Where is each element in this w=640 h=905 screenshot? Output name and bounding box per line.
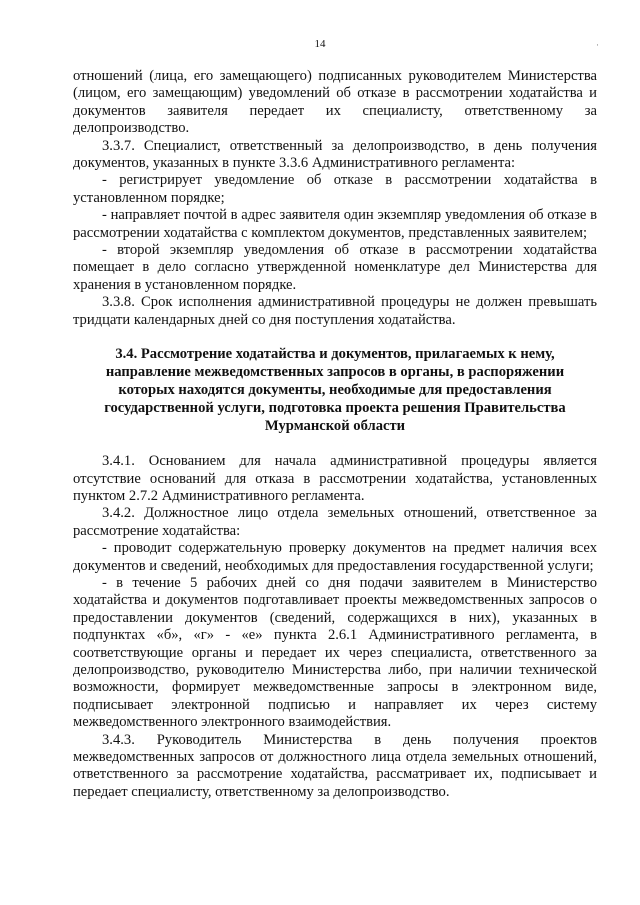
paragraph-3-4-3: 3.4.3. Руководитель Министерства в день получения проектов межведомственных запросов от должностного лица отдела земельных отношений, ответственного за рассмотрение ходатайства, рассматривает их, подписывает и передает специалисту, ответственному за делопроизводство. <box>73 731 597 800</box>
paragraph-3-3-8: 3.3.8. Срок исполнения административной процедуры не должен превышать тридцати календарных дней со дня поступления ходатайства. <box>73 294 597 328</box>
page-number: 14 <box>314 38 326 50</box>
paragraph-3-3-7: 3.3.7. Специалист, ответственный за делопроизводство, в день получения документов, указанных в пункте 3.3.6 Административного регламента: <box>73 137 597 172</box>
document-body <box>73 68 597 801</box>
paragraph-continuation: отношений (лица, его замещающего) подписанных руководителем Министерства (лицом, его замещающим) уведомлений об отказе в рассмотрении ходатайства и документов заявителя передает их специалисту, ответственному за делопроизводство. <box>73 68 597 137</box>
paragraph-3-4-2: 3.4.2. Должностное лицо отдела земельных отношений, ответственное за рассмотрение ходатайства: <box>73 505 597 539</box>
corner-mark: · <box>596 40 599 50</box>
section-heading-3-4: 3.4. Рассмотрение ходатайства и документов, прилагаемых к нему, направление межведомственных запросов в органы, в распоряжении которых находятся документы, необходимые для предоставления государственной услуги, подготовка проекта решения Правительства Мурманской области <box>104 346 566 435</box>
list-item-check: - проводит содержательную проверку документов на предмет наличия всех документов и сведений, необходимых для предоставления государственной услуги; <box>73 540 597 574</box>
list-item-file: - второй экземпляр уведомления об отказе в рассмотрении ходатайства помещает в дело согласно утвержденной номенклатуре дел Министерства для хранения в установленном порядке. <box>73 242 597 293</box>
list-item-register: - регистрирует уведомление об отказе в рассмотрении ходатайства в установленном порядке; <box>73 172 597 206</box>
list-item-requests: - в течение 5 рабочих дней со дня подачи заявителем в Министерство ходатайства и документов подготавливает проекты межведомственных запросов о предоставлении документов (сведений, содержащихся в них), указанных в подпунктах «б», «г» - «е» пункта 2.6.1 Административного регламента, в соответствующие органы и передает их через специалиста, ответственного за делопроизводство, руководителю Министерства либо, при наличии технической возможности, формирует межведомственные запросы в электронном виде, подписывает электронной подписью и направляет их через систему межведомственного электронного взаимодействия. <box>73 574 597 731</box>
paragraph-3-4-1: 3.4.1. Основанием для начала административной процедуры является отсутствие оснований для отказа в рассмотрении ходатайства, установленных пунктом 2.7.2 Административного регламента. <box>73 453 597 504</box>
list-item-send: - направляет почтой в адрес заявителя один экземпляр уведомления об отказе в рассмотрении ходатайства с комплектом документов, представленных заявителем; <box>73 207 597 241</box>
